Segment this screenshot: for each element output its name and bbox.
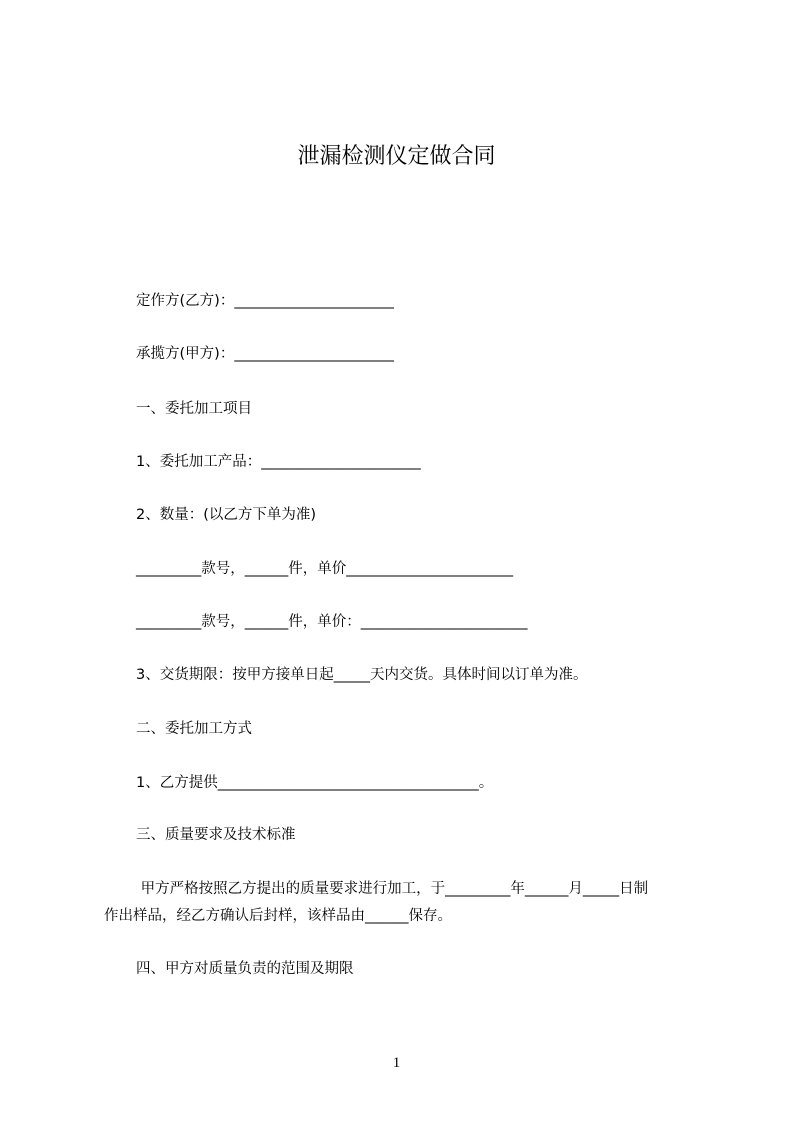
style-price-line-1: _________款号，______件，单价_______________________ bbox=[136, 561, 513, 577]
section-1-heading: 一、委托加工项目 bbox=[136, 401, 252, 417]
page-number: 1 bbox=[392, 1055, 401, 1071]
party-a-line: 承揽方(甲方)：______________________ bbox=[136, 346, 394, 362]
document-title: 泄漏检测仪定做合同 bbox=[297, 144, 496, 169]
section-3-heading: 三、质量要求及技术标准 bbox=[136, 827, 296, 843]
quality-paragraph-line-2: 作出样品，经乙方确认后封样，该样品由______保存。 bbox=[104, 908, 452, 924]
section-2-heading: 二、委托加工方式 bbox=[136, 721, 252, 737]
product-line: 1、委托加工产品：______________________ bbox=[136, 454, 421, 470]
style-price-line-2: _________款号，______件，单价：_______________________ bbox=[136, 614, 528, 630]
section-4-heading: 四、甲方对质量负责的范围及期限 bbox=[136, 961, 354, 977]
quantity-line: 2、数量：(以乙方下单为准) bbox=[136, 507, 317, 523]
party-b-line: 定作方(乙方)：______________________ bbox=[136, 293, 394, 309]
quality-paragraph-line-1: 甲方严格按照乙方提出的质量要求进行加工，于_________年______月_____日制 bbox=[136, 881, 649, 897]
supply-line: 1、乙方提供____________________________________。 bbox=[136, 775, 494, 791]
delivery-term-line: 3、交货期限：按甲方接单日起_____天内交货。具体时间以订单为准。 bbox=[136, 667, 588, 683]
